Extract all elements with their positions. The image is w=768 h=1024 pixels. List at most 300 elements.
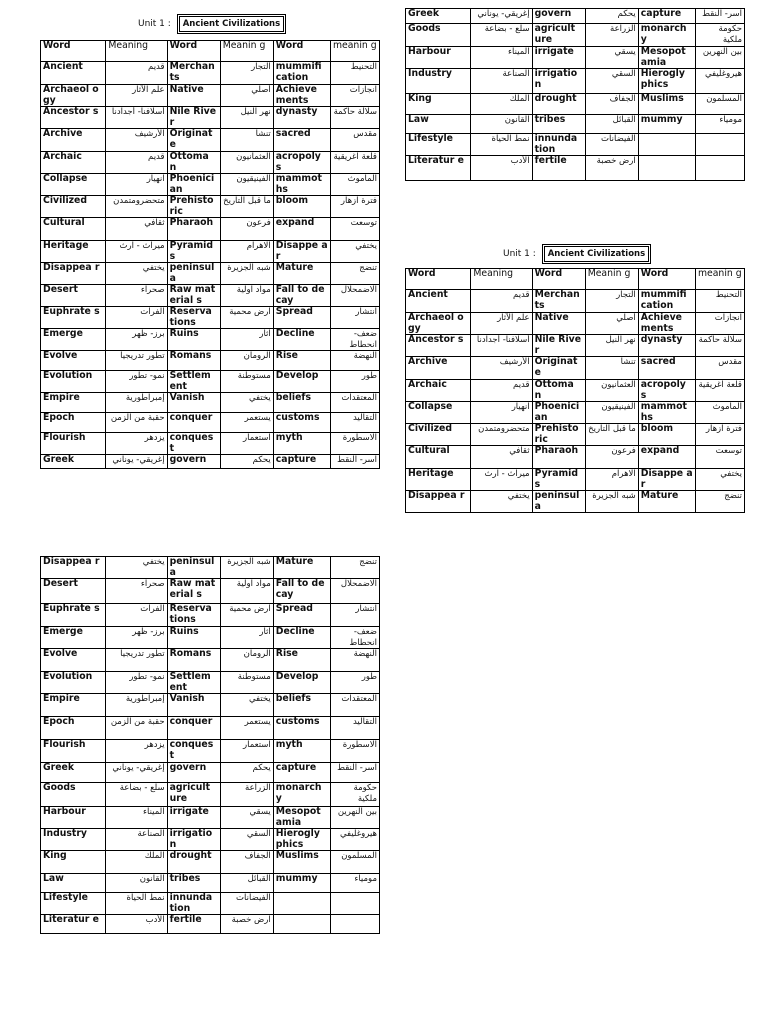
meaning-cell: القانون [106,874,167,893]
table-row [41,672,380,694]
word-cell: Decline [273,329,330,351]
meaning-cell: استعمار [220,740,273,763]
word-cell: bloom [638,424,695,446]
meaning-cell: نمط الحياة [106,893,167,915]
word-cell: tribes [167,874,220,893]
word-cell: mummy [638,115,695,134]
meaning-cell: الأدب [471,156,532,181]
word-cell: tribes [532,115,585,134]
word-cell: Nile River [167,107,220,129]
word-cell: Ancient [41,62,106,85]
table-row [406,47,745,69]
meaning-cell: مومياء [330,874,379,893]
word-cell: agricult ure [167,783,220,807]
word-cell: Mesopot amia [273,807,330,829]
meaning-cell: تنشأ [220,129,273,152]
table-row [41,627,380,649]
column-header: Meaning [106,41,167,62]
meaning-cell: مستوطنة [220,371,273,393]
word-cell: govern [167,455,220,469]
meaning-cell: فترة ازهار [330,196,379,218]
word-cell: mummifi cation [638,290,695,313]
word-cell: bloom [273,196,330,218]
meaning-cell: أسلافنا- أجدادنا [471,335,532,357]
table-row [41,783,380,807]
word-cell: drought [167,851,220,874]
word-cell: Goods [406,24,471,47]
meaning-cell: الفرات [106,307,167,329]
word-cell [273,915,330,934]
word-cell: beliefs [273,694,330,717]
word-cell: innunda tion [167,893,220,915]
meaning-cell: أصلي [585,313,638,335]
word-cell: Archive [41,129,106,152]
word-cell: myth [273,740,330,763]
meaning-cell: يختفي [220,694,273,717]
meaning-cell: شبه الجزيرة [220,557,273,579]
table-row [41,915,380,934]
table-row [406,94,745,115]
word-cell: Merchan ts [167,62,220,85]
meaning-cell: استعمار [220,433,273,455]
meaning-cell: بين النهرين [695,47,744,69]
column-header: Meanin g [220,41,273,62]
meaning-cell: المسلمون [330,851,379,874]
word-cell: Rise [273,351,330,371]
meaning-cell: ارض محمية [220,307,273,329]
word-cell: Settlem ent [167,371,220,393]
word-cell: Epoch [41,413,106,433]
meaning-cell: فترة ازهار [695,424,744,446]
meaning-cell: يختفي [106,263,167,285]
word-cell: Prehisto ric [532,424,585,446]
table-row [41,62,380,85]
word-cell: Lifestyle [406,134,471,156]
meaning-cell: يختفي [220,393,273,413]
meaning-cell: الاضمحلال [330,285,379,307]
meaning-cell: يزدهر [106,740,167,763]
word-cell: capture [273,455,330,469]
meaning-cell: الاسطورة [330,433,379,455]
meaning-cell: بين النهرين [330,807,379,829]
word-cell: Lifestyle [41,893,106,915]
word-cell: Empire [41,694,106,717]
meaning-cell: أصلي [220,85,273,107]
word-cell: Pyramid s [532,469,585,491]
word-cell: Collapse [406,402,471,424]
table-row [41,218,380,241]
word-cell: Romans [167,649,220,672]
meaning-cell: مقدس [695,357,744,380]
column-header: Word [41,41,106,62]
meaning-cell: نمو- تطور [106,371,167,393]
table-row [406,380,745,402]
meaning-cell: انهيار [106,174,167,196]
word-cell: Ancient [406,290,471,313]
word-cell: mummy [273,874,330,893]
meaning-cell: انجازات [695,313,744,335]
meaning-cell: تطور تدريجيا [106,351,167,371]
meaning-cell: الماموث [695,402,744,424]
meaning-cell: تنشأ [585,357,638,380]
word-cell: Develop [273,371,330,393]
meaning-cell: ثقافي [106,218,167,241]
unit-heading-2 [503,244,651,264]
word-cell: Industry [41,829,106,851]
word-cell: dynasty [638,335,695,357]
meaning-cell: نهر النيل [585,335,638,357]
meaning-cell: مومياء [695,115,744,134]
word-cell: Mature [273,557,330,579]
table-row [406,115,745,134]
word-cell: Reserva tions [167,307,220,329]
word-cell: Cultural [41,218,106,241]
word-cell: myth [273,433,330,455]
word-cell: Heritage [406,469,471,491]
word-cell: Raw material s [167,285,220,307]
meaning-cell: مواد اولية [220,285,273,307]
meaning-cell: التقاليد [330,717,379,740]
word-cell: Evolution [41,371,106,393]
table-row [41,455,380,469]
meaning-cell: أسلافنا- أجدادنا [106,107,167,129]
word-cell: Hierogly phics [273,829,330,851]
meaning-cell: صحراء [106,285,167,307]
word-cell: Fall to decay [273,285,330,307]
word-cell: customs [273,717,330,740]
word-cell: Achieve ments [638,313,695,335]
word-cell: Ruins [167,627,220,649]
meaning-cell: يحكم [585,9,638,24]
column-header: Word [532,269,585,290]
word-cell: Literatur e [41,915,106,934]
word-cell: peninsul a [167,557,220,579]
word-cell: Literatur e [406,156,471,181]
meaning-cell: قديم [471,290,532,313]
meaning-cell: الصناعة [471,69,532,94]
meaning-cell: الجفاف [585,94,638,115]
word-cell: Epoch [41,717,106,740]
meaning-cell: سلع - بضاعة [471,24,532,47]
word-cell: capture [273,763,330,783]
word-cell: Merchan ts [532,290,585,313]
meaning-cell: حكومة ملكية [695,24,744,47]
table-row [41,107,380,129]
meaning-cell: طور [330,672,379,694]
word-cell: Settlem ent [167,672,220,694]
word-cell: sacred [273,129,330,152]
table-row [41,371,380,393]
word-cell: Evolution [41,672,106,694]
meaning-cell: الاهرام [220,241,273,263]
word-cell: Law [406,115,471,134]
word-cell: Archaic [406,380,471,402]
meaning-cell: قديم [106,62,167,85]
word-cell: innunda tion [532,134,585,156]
word-cell: Originat e [532,357,585,380]
word-cell: dynasty [273,107,330,129]
meaning-cell: الرومان [220,351,273,371]
table-row [406,446,745,469]
meaning-cell: ما قبل التاريخ [585,424,638,446]
word-cell: Decline [273,627,330,649]
meaning-cell: التحنيط [695,290,744,313]
meaning-cell: الزراعة [220,783,273,807]
table-row [41,329,380,351]
vocab-table-bottom-left [40,556,380,934]
meaning-cell: ضعف- انحطاط [330,627,379,649]
meaning-cell: ما قبل التاريخ [220,196,273,218]
meaning-cell: تنضج [695,491,744,513]
meaning-cell: صحراء [106,579,167,604]
word-cell: Archaeol ogy [406,313,471,335]
table-row [41,413,380,433]
table-row [41,433,380,455]
table-row [406,24,745,47]
table-row [41,740,380,763]
table-row [41,579,380,604]
word-cell: govern [167,763,220,783]
meaning-cell: يستعمر [220,717,273,740]
word-cell: monarch y [273,783,330,807]
meaning-cell: إغريقي- يوناني [471,9,532,24]
meaning-cell: القانون [471,115,532,134]
word-cell: Law [41,874,106,893]
meaning-cell: يحكم [220,455,273,469]
word-cell: Cultural [406,446,471,469]
table-row [41,851,380,874]
table-row [406,290,745,313]
column-header: Word [167,41,220,62]
header-row [406,269,745,290]
word-cell: Achieve ments [273,85,330,107]
meaning-cell: الميناء [471,47,532,69]
table-row [406,134,745,156]
table-row [41,763,380,783]
meaning-cell: فرعون [585,446,638,469]
table-row [41,85,380,107]
meaning-cell: يختفي [106,557,167,579]
meaning-cell [330,893,379,915]
meaning-cell: نمط الحياة [471,134,532,156]
word-cell: mammot hs [638,402,695,424]
word-cell: acropoly s [273,152,330,174]
table-row [41,351,380,371]
table-row [41,307,380,329]
meaning-cell: فرعون [220,218,273,241]
table-row [41,694,380,717]
word-cell: sacred [638,357,695,380]
table-row [41,893,380,915]
word-cell: irrigatio n [167,829,220,851]
word-cell: Harbour [406,47,471,69]
meaning-cell: تنضج [330,263,379,285]
word-cell: Ancestor s [41,107,106,129]
word-cell: Fall to decay [273,579,330,604]
word-cell: Pharaoh [532,446,585,469]
word-cell: Emerge [41,627,106,649]
table-row [41,241,380,263]
column-header: Word [406,269,471,290]
column-header: meanin g [330,41,379,62]
meaning-cell: حكومة ملكية [330,783,379,807]
word-cell: Heritage [41,241,106,263]
word-cell: Rise [273,649,330,672]
word-cell: Mesopot amia [638,47,695,69]
meaning-cell: آثار [220,627,273,649]
meaning-cell: ارض خصبة [220,915,273,934]
table-row [406,313,745,335]
meaning-cell [695,156,744,181]
word-cell: fertile [167,915,220,934]
meaning-cell: علم الآثار [106,85,167,107]
word-cell: Industry [406,69,471,94]
meaning-cell: قديم [471,380,532,402]
word-cell: Originat e [167,129,220,152]
meaning-cell: مستوطنة [220,672,273,694]
table-row [406,9,745,24]
word-cell: Spread [273,604,330,627]
word-cell: irrigatio n [532,69,585,94]
meaning-cell: إغريقي- يوناني [106,763,167,783]
meaning-cell: النهضة [330,649,379,672]
meaning-cell: القبائل [220,874,273,893]
word-cell: Disappea r [406,491,471,513]
meaning-cell: الاسطورة [330,740,379,763]
meaning-cell: إمبراطورية [106,393,167,413]
meaning-cell: سلالة حاكمة [330,107,379,129]
meaning-cell: الفرات [106,604,167,627]
word-cell: Mature [638,491,695,513]
word-cell: Greek [406,9,471,24]
unit-title-box-2: Ancient Civilizations [542,244,651,264]
meaning-cell: الملك [471,94,532,115]
meaning-cell: الأرشيف [106,129,167,152]
word-cell: Euphrate s [41,307,106,329]
word-cell: Mature [273,263,330,285]
meaning-cell: توسعت [330,218,379,241]
meaning-cell: اسر- النقط [695,9,744,24]
table-row [41,152,380,174]
meaning-cell [695,134,744,156]
meaning-cell: العثمانيون [220,152,273,174]
meaning-cell: يسقي [220,807,273,829]
word-cell: Native [532,313,585,335]
meaning-cell: حقبة من الزمن [106,413,167,433]
meaning-cell: الصناعة [106,829,167,851]
word-cell: drought [532,94,585,115]
word-cell: Harbour [41,807,106,829]
meaning-cell: برز- ظهر [106,627,167,649]
column-header: Word [273,41,330,62]
word-cell: Spread [273,307,330,329]
table-row [406,335,745,357]
meaning-cell: العثمانيون [585,380,638,402]
meaning-cell: الفينيقيون [220,174,273,196]
meaning-cell: قلعة اغريقية [695,380,744,402]
table-row [41,604,380,627]
meaning-cell: هيروغليفي [330,829,379,851]
meaning-cell: الجفاف [220,851,273,874]
meaning-cell: مواد اولية [220,579,273,604]
word-cell: expand [273,218,330,241]
word-cell: Collapse [41,174,106,196]
meaning-cell: نمو- تطور [106,672,167,694]
vocab-table-top-right [405,8,745,181]
word-cell: irrigate [167,807,220,829]
word-cell: Goods [41,783,106,807]
word-cell: mammot hs [273,174,330,196]
word-cell: Romans [167,351,220,371]
meaning-cell: شبه الجزيرة [585,491,638,513]
meaning-cell: ضعف- انحطاط [330,329,379,351]
word-cell: beliefs [273,393,330,413]
meaning-cell: ثقافي [471,446,532,469]
meaning-cell: التحنيط [330,62,379,85]
table-row [41,263,380,285]
word-cell: customs [273,413,330,433]
meaning-cell: النهضة [330,351,379,371]
meaning-cell: الاهرام [585,469,638,491]
meaning-cell: إغريقي- يوناني [106,455,167,469]
word-cell: peninsul a [532,491,585,513]
meaning-cell: اسر- النقط [330,455,379,469]
word-cell: conquer [167,413,220,433]
meaning-cell: طور [330,371,379,393]
meaning-cell: تطور تدريجيا [106,649,167,672]
meaning-cell: الرومان [220,649,273,672]
meaning-cell: انهيار [471,402,532,424]
meaning-cell: يزدهر [106,433,167,455]
word-cell: Flourish [41,433,106,455]
meaning-cell: المعتقدات [330,393,379,413]
table-row [406,469,745,491]
table-row [41,196,380,218]
meaning-cell: انجازات [330,85,379,107]
meaning-cell: قديم [106,152,167,174]
word-cell: conquer [167,717,220,740]
meaning-cell: هيروغليفي [695,69,744,94]
word-cell: Muslims [273,851,330,874]
word-cell: Ancestor s [406,335,471,357]
meaning-cell: الزراعة [585,24,638,47]
word-cell: Nile River [532,335,585,357]
word-cell: peninsul a [167,263,220,285]
meaning-cell: توسعت [695,446,744,469]
meaning-cell: متحضرومتمدن [471,424,532,446]
word-cell: Ruins [167,329,220,351]
meaning-cell: القبائل [585,115,638,134]
word-cell: Emerge [41,329,106,351]
header-row [41,41,380,62]
word-cell: monarch y [638,24,695,47]
meaning-cell: يسقي [585,47,638,69]
meaning-cell: المعتقدات [330,694,379,717]
meaning-cell: الاضمحلال [330,579,379,604]
word-cell: Archaic [41,152,106,174]
word-cell: Develop [273,672,330,694]
word-cell: Desert [41,579,106,604]
word-cell: Native [167,85,220,107]
word-cell: Civilized [406,424,471,446]
word-cell [273,893,330,915]
word-cell: Phoenici an [167,174,220,196]
unit-title-box: Ancient Civilizations [177,14,286,34]
table-row [41,874,380,893]
meaning-cell: الفيضانات [585,134,638,156]
word-cell: Vanish [167,694,220,717]
unit-label: Unit 1 : [138,19,171,29]
